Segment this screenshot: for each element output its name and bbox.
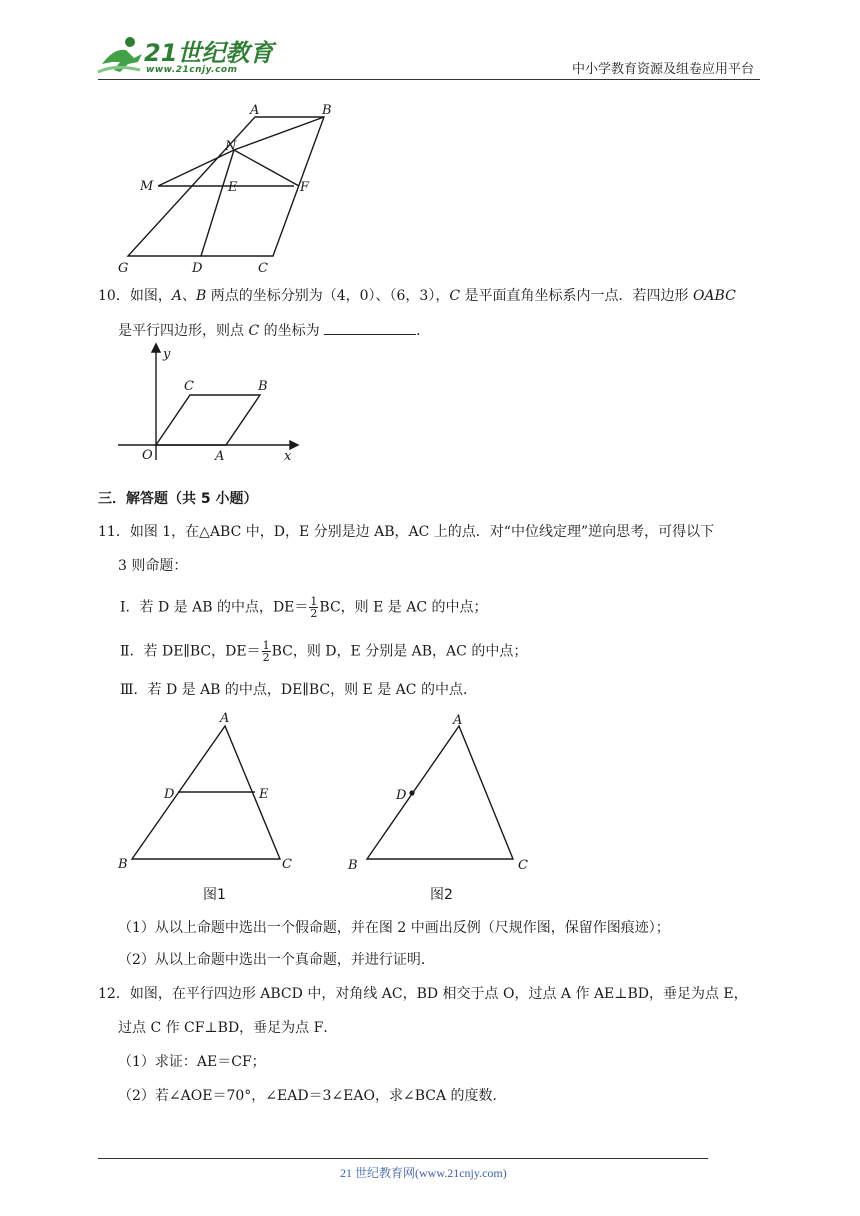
fig10-label: C bbox=[184, 379, 194, 394]
fig11-1-label: E bbox=[259, 787, 269, 802]
q11-sub2: （2）从以上命题中选出一个真命题，并进行证明． bbox=[118, 952, 435, 968]
fig9-segment-nf bbox=[234, 150, 299, 186]
site-title: 中小学教育资源及组卷应用平台 bbox=[572, 62, 755, 77]
parallelogram-oabc bbox=[156, 395, 260, 445]
q11-sub1: （1）从以上命题中选出一个假命题，并在图 2 中画出反例（尺规作图，保留作图痕迹）； bbox=[118, 920, 670, 936]
fraction-one-half: $\frac{1}{2}$ bbox=[262, 639, 270, 664]
fig9-label: G bbox=[118, 261, 129, 276]
fig9-label: C bbox=[258, 261, 268, 276]
figure-q10-coordinate bbox=[112, 340, 302, 465]
q11-line1: 11．如图 1，在△ABC 中，D，E 分别是边 AB，AC 上的点．对“中位线定理”逆向思考，可得以下 bbox=[98, 524, 715, 540]
figure-q9 bbox=[110, 98, 350, 278]
fig9-label: M bbox=[140, 179, 154, 194]
logo-title: 21世纪教育 bbox=[144, 39, 274, 67]
q10-number: 10． bbox=[98, 288, 130, 304]
fig9-label: B bbox=[322, 103, 332, 118]
fig9-segment-nd bbox=[201, 150, 234, 256]
fig11-1-label: C bbox=[282, 857, 292, 872]
q11-proposition-2: Ⅱ．若 DE∥BC，DE＝ $\frac{1}{2}$ BC，则 D，E 分别是 AB，AC 的中点； bbox=[120, 639, 528, 664]
q11-proposition-1: Ⅰ．若 D 是 AB 的中点，DE＝ $\frac{1}{2}$ BC，则 E 是 AC 的中点； bbox=[120, 595, 488, 620]
header-rule bbox=[98, 79, 760, 80]
fig11-2-label: D bbox=[396, 788, 407, 803]
section-title: 三．解答题（共 5 小题） bbox=[98, 491, 258, 507]
q12-line2: 过点 C 作 CF⊥BD，垂足为点 F． bbox=[118, 1020, 338, 1036]
fig11-2-label: B bbox=[348, 858, 358, 873]
fig10-label: x bbox=[284, 449, 292, 464]
triangle-abc-2 bbox=[367, 726, 513, 859]
q10-answer-blank[interactable] bbox=[324, 320, 416, 335]
x-axis-arrow-icon bbox=[290, 441, 298, 449]
fig11-1-label: A bbox=[220, 711, 230, 726]
fig10-label: y bbox=[163, 347, 171, 362]
fig11-1-label: B bbox=[118, 857, 128, 872]
fig9-label: D bbox=[192, 261, 203, 276]
fig9-segment-nb bbox=[234, 117, 324, 150]
logo-runner-icon bbox=[96, 34, 146, 76]
fig10-label: A bbox=[215, 449, 225, 464]
fig9-label: A bbox=[250, 103, 260, 118]
fig11-2-label: A bbox=[453, 713, 463, 728]
point-d-dot-icon bbox=[409, 790, 414, 795]
fig10-label: O bbox=[142, 448, 153, 463]
q12-sub2: （2）若∠AOE＝70°，∠EAD＝3∠EAO，求∠BCA 的度数． bbox=[118, 1088, 507, 1104]
y-axis-arrow-icon bbox=[152, 344, 160, 352]
figure-caption-1: 图1 bbox=[203, 887, 226, 903]
fig9-label: N bbox=[225, 139, 237, 154]
fig9-label: E bbox=[228, 180, 238, 195]
q11-proposition-3: Ⅲ．若 D 是 AB 的中点，DE∥BC，则 E 是 AC 的中点． bbox=[120, 682, 477, 698]
q11-line2: 3 则命题： bbox=[118, 558, 188, 574]
fraction-one-half: $\frac{1}{2}$ bbox=[310, 595, 318, 620]
q12-number: 12． bbox=[98, 986, 130, 1002]
q12-line1: 12．如图，在平行四边形 ABCD 中，对角线 AC，BD 相交于点 O，过点 A 作 AE⊥BD，垂足为点 E， bbox=[98, 986, 748, 1002]
figure-q11-fig1 bbox=[112, 706, 312, 881]
fig9-label: F bbox=[300, 180, 310, 195]
footer-link[interactable]: 21 世纪教育网(www.21cnjy.com) bbox=[340, 1166, 507, 1180]
logo-url: www.21cnjy.com bbox=[146, 65, 238, 75]
q12-sub1: （1）求证：AE＝CF； bbox=[118, 1054, 266, 1070]
q10-line2: 是平行四边形，则点 C 的坐标为 ． bbox=[118, 320, 430, 341]
q11-number: 11． bbox=[98, 524, 130, 540]
fig11-1-label: D bbox=[164, 787, 175, 802]
footer-rule bbox=[98, 1158, 708, 1159]
figure-caption-2: 图2 bbox=[430, 887, 453, 903]
fig11-2-label: C bbox=[518, 858, 528, 873]
figure-q11-fig2 bbox=[340, 706, 540, 881]
fig10-label: B bbox=[258, 379, 268, 394]
q10-line1: 10．如图，A、B 两点的坐标分别为（4，0）、（6，3），C 是平面直角坐标系内一点．若四边形 OABC bbox=[98, 288, 736, 304]
